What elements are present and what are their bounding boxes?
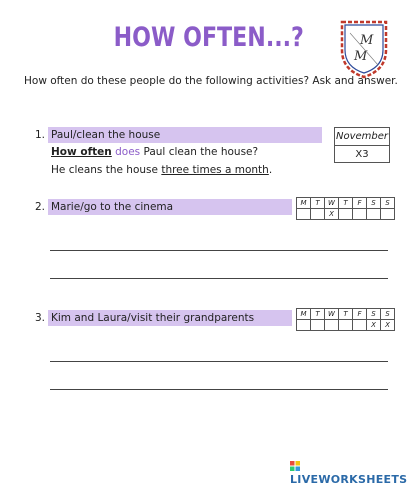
- answer-line[interactable]: [50, 361, 388, 362]
- mark-cell: [311, 320, 325, 331]
- answer-line[interactable]: [50, 278, 388, 279]
- liveworksheets-logo: [290, 460, 417, 486]
- day-cell: S: [367, 198, 381, 209]
- item-1-prompt: Paul/clean the house: [48, 127, 322, 143]
- mark-cell: [311, 209, 325, 220]
- day-cell: M: [297, 309, 311, 320]
- question-rest-text: Paul clean the house?: [143, 146, 259, 158]
- day-cell: W: [325, 198, 339, 209]
- week-table-3: [296, 308, 395, 331]
- item-1-number: 1.: [35, 129, 46, 141]
- answer-line[interactable]: [50, 389, 388, 390]
- day-cell: T: [311, 309, 325, 320]
- item-2-prompt: Marie/go to the cinema: [48, 199, 292, 215]
- instructions-text: How often do these people do the following activities? Ask and answer.: [24, 75, 398, 87]
- answer-underlined-text: three times a month: [161, 164, 269, 176]
- mark-cell: [297, 209, 311, 220]
- mark-cell: [325, 320, 339, 331]
- day-cell: T: [339, 198, 353, 209]
- liveworksheets-icon: [290, 461, 300, 471]
- mark-cell: X: [325, 209, 339, 220]
- mark-cell: [353, 209, 367, 220]
- item-3-prompt: Kim and Laura/visit their grandparents: [48, 310, 292, 326]
- mark-cell: [339, 320, 353, 331]
- month-count: X3: [355, 149, 369, 160]
- mark-cell: [339, 209, 353, 220]
- day-cell: W: [325, 309, 339, 320]
- how-often-text: How often: [51, 146, 112, 158]
- answer-line[interactable]: [50, 250, 388, 251]
- day-cell: S: [381, 198, 395, 209]
- mark-cell: X: [367, 320, 381, 331]
- worksheet-title: HOW OFTEN...?: [113, 22, 304, 53]
- item-3-number: 3.: [35, 312, 46, 324]
- mark-cell: [297, 320, 311, 331]
- day-cell: S: [381, 309, 395, 320]
- item-1-answer: [51, 162, 272, 178]
- brand-text: LIVEWORKSHEETS: [290, 473, 408, 486]
- month-box: [334, 127, 390, 163]
- answer-start-text: He cleans the house: [51, 164, 158, 176]
- week-table-2: [296, 197, 395, 220]
- crest-logo-icon: [338, 18, 390, 80]
- mark-cell: X: [381, 320, 395, 331]
- mark-cell: [353, 320, 367, 331]
- day-cell: F: [353, 309, 367, 320]
- svg-text:M: M: [354, 49, 368, 64]
- item-1-question: [51, 144, 258, 160]
- svg-text:M: M: [360, 33, 374, 48]
- mark-cell: [381, 209, 395, 220]
- does-text: does: [115, 146, 141, 158]
- day-cell: T: [339, 309, 353, 320]
- item-2-number: 2.: [35, 201, 46, 213]
- day-cell: F: [353, 198, 367, 209]
- answer-end-text: .: [268, 164, 273, 176]
- day-cell: M: [297, 198, 311, 209]
- day-cell: T: [311, 198, 325, 209]
- day-cell: S: [367, 309, 381, 320]
- mark-cell: [367, 209, 381, 220]
- month-label: November: [335, 128, 389, 146]
